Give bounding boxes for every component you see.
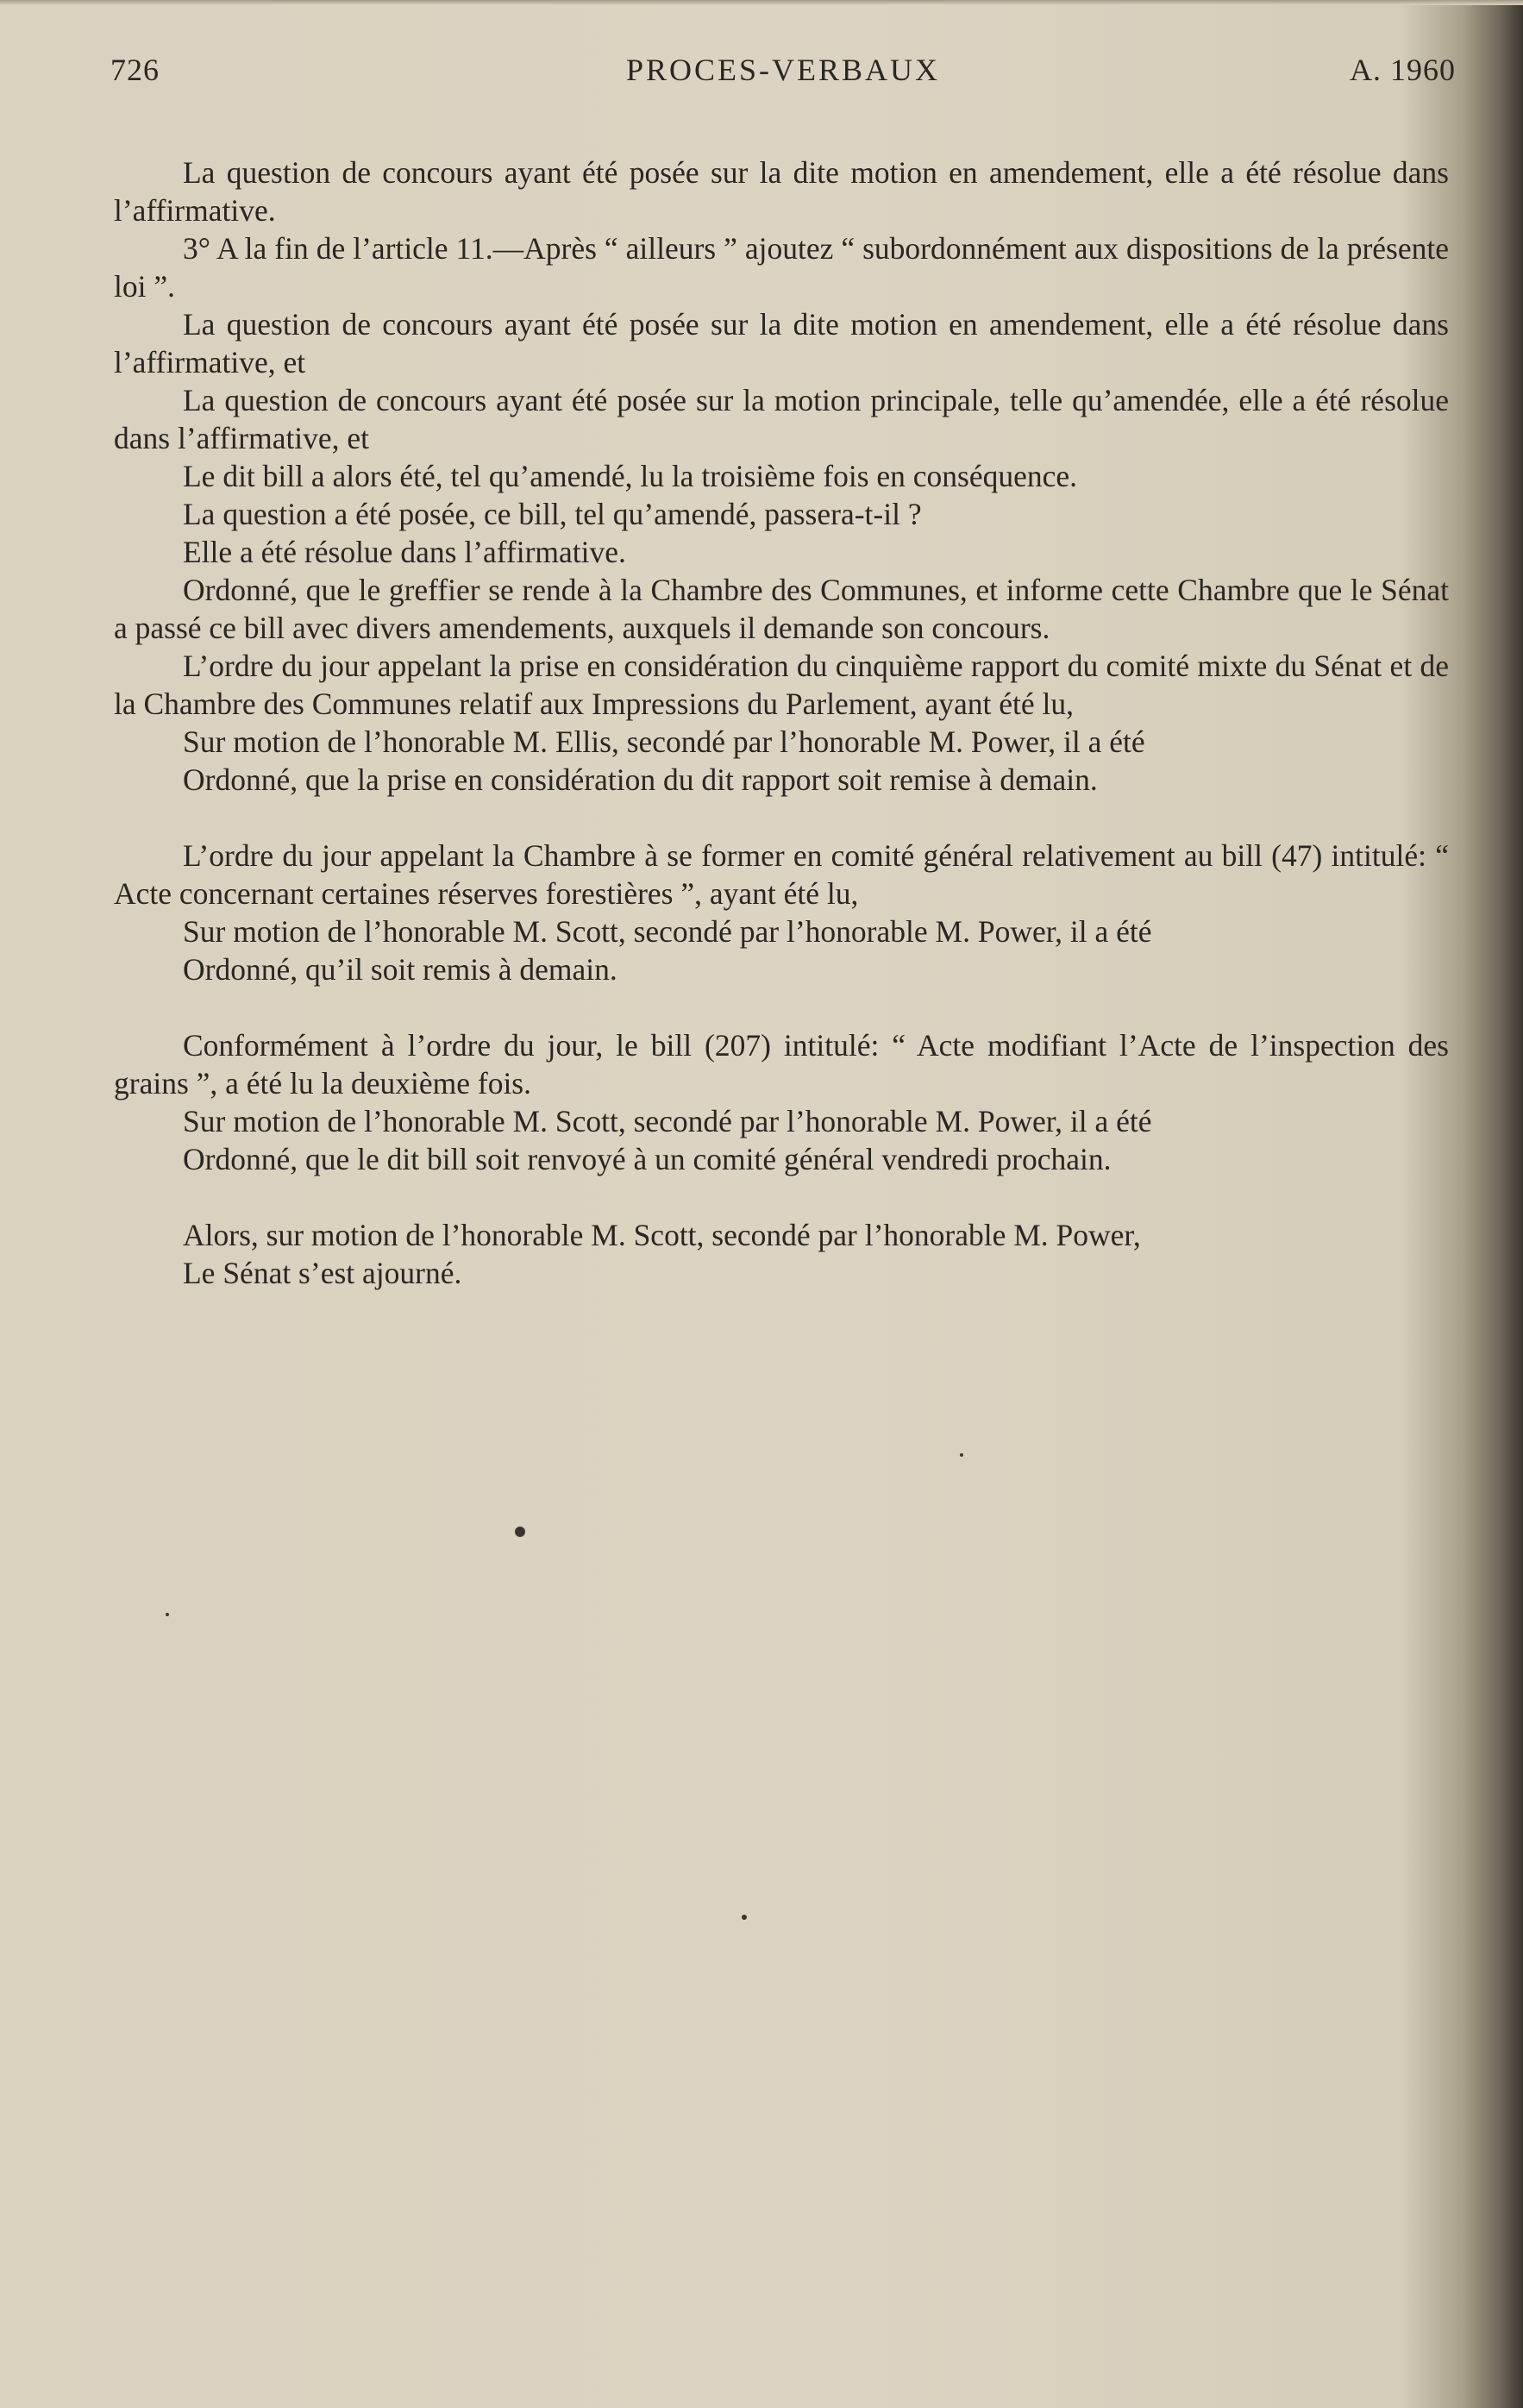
ink-speck [742, 1915, 747, 1920]
paragraph: Le dit bill a alors été, tel qu’amendé, lu la troisième fois en conséquence. [183, 459, 1078, 493]
paragraph: Sur motion de l’honorable M. Ellis, secondé par l’honorable M. Power, il a été [183, 724, 1145, 759]
paragraph: Conformément à l’ordre du jour, le bill (207) intitulé: “ Acte modifiant l’Acte de l’inspection des grains ”, a été lu la deuxième fois. [114, 1028, 1449, 1101]
paragraph: Elle a été résolue dans l’affirmative. [183, 535, 626, 569]
ink-speck [960, 1453, 963, 1457]
paragraph: La question a été posée, ce bill, tel qu’amendé, passera-t-il ? [183, 497, 922, 531]
section-gap [114, 988, 1449, 1026]
paragraph: Le Sénat s’est ajourné. [183, 1256, 462, 1290]
page-body [114, 154, 1449, 1292]
paragraph: L’ordre du jour appelant la prise en considération du cinquième rapport du comité mixte du Sénat et de la Chambre des Communes relatif aux Impressions du Parlement, ayant été lu, [114, 649, 1449, 721]
paragraph: Ordonné, que le greffier se rende à la Chambre des Communes, et informe cette Chambre que le Sénat a passé ce bill avec divers amendements, auxquels il demande son concours. [114, 573, 1449, 645]
header-year: A. 1960 [1350, 53, 1456, 87]
paragraph: La question de concours ayant été posée sur la motion principale, telle qu’amendée, elle a été résolue dans l’affirmative, et [114, 383, 1449, 455]
page-header [110, 52, 1456, 95]
paragraph: La question de concours ayant été posée sur la dite motion en amendement, elle a été résolue dans l’affirmative. [114, 155, 1449, 228]
paragraph: 3° A la fin de l’article 11.—Après “ ailleurs ” ajoutez “ subordonnément aux dispositions de la présente loi ”. [114, 231, 1449, 304]
section-gap [114, 1178, 1449, 1216]
paragraph: Ordonné, qu’il soit remis à demain. [183, 952, 617, 987]
paragraph: Sur motion de l’honorable M. Scott, secondé par l’honorable M. Power, il a été [183, 914, 1152, 949]
ink-speck [166, 1613, 169, 1616]
page-number: 726 [110, 53, 160, 87]
paragraph: L’ordre du jour appelant la Chambre à se former en comité général relativement au bill (47) intitulé: “ Acte concernant certaines réserves forestières ”, ayant été lu, [114, 838, 1449, 911]
paragraph: La question de concours ayant été posée sur la dite motion en amendement, elle a été résolue dans l’affirmative, et [114, 307, 1449, 379]
paragraph: Ordonné, que le dit bill soit renvoyé à un comité général vendredi prochain. [183, 1142, 1112, 1176]
paragraph: Alors, sur motion de l’honorable M. Scott, secondé par l’honorable M. Power, [183, 1218, 1141, 1252]
ink-speck [515, 1527, 525, 1537]
paragraph: Ordonné, que la prise en considération du dit rapport soit remise à demain. [183, 762, 1098, 797]
page-title: PROCES-VERBAUX [625, 53, 941, 87]
page-top-edge [0, 0, 1523, 5]
paragraph: Sur motion de l’honorable M. Scott, secondé par l’honorable M. Power, il a été [183, 1104, 1152, 1138]
section-gap [114, 799, 1449, 837]
